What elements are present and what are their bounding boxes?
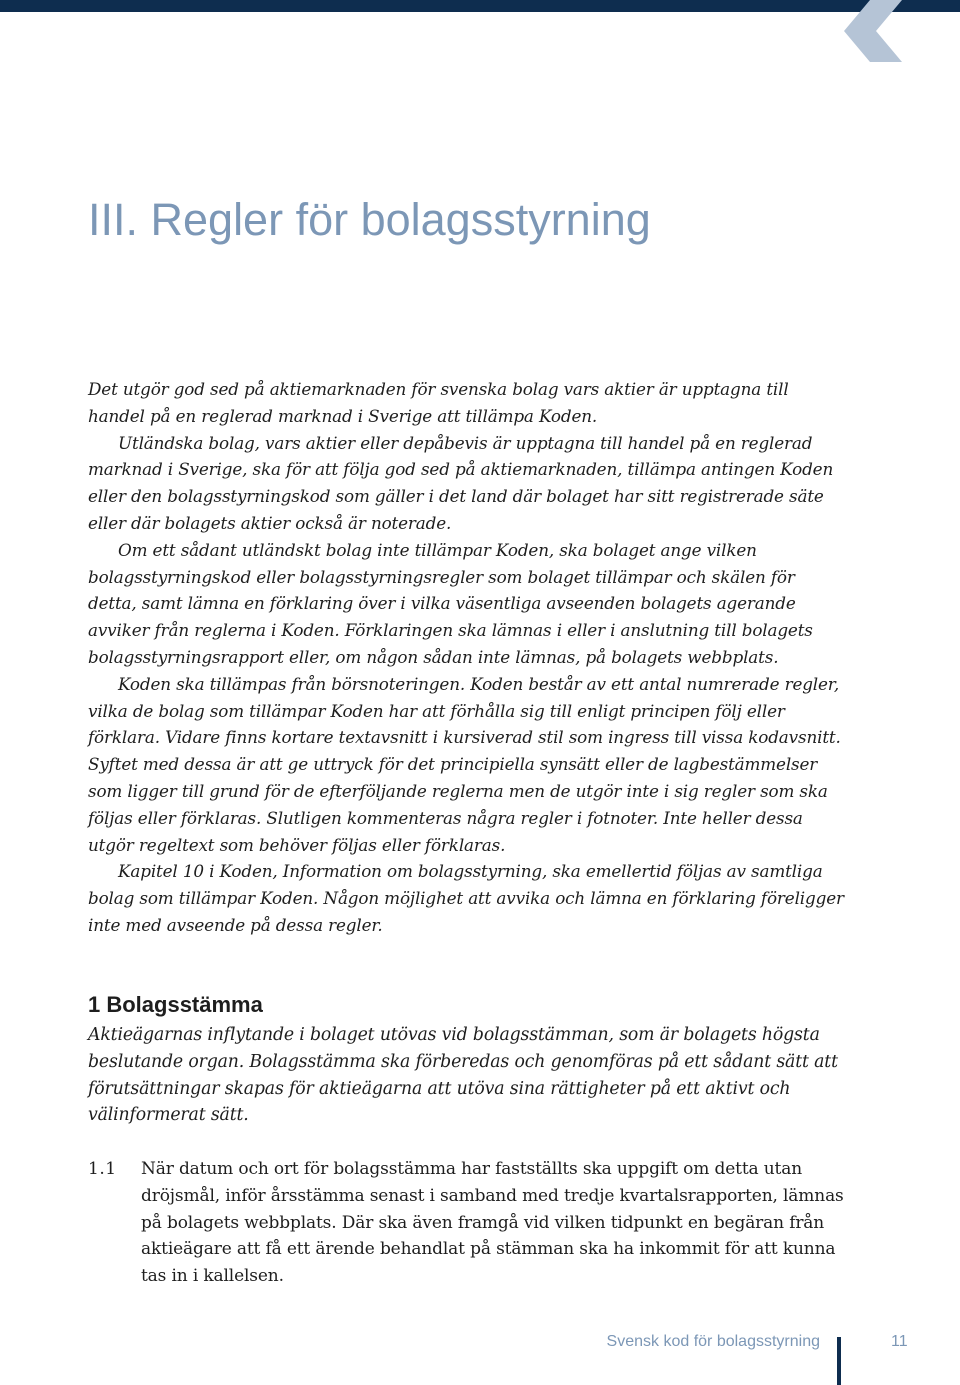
chapter-title: III. Regler för bolagsstyrning <box>88 194 651 245</box>
rule-text: När datum och ort för bolagsstämma har fastställts ska uppgift om detta utan dröjsmål, inför årsstämma senast i samband med tredje kvartalsrapporten, lämnas på bolagets webbplats. Där ska även framgå vid vilken tidpunkt en begäran från aktieägare att få ett ärende behandlat på stämman ska ha inkommit för att kunna tas in i kallelsen. <box>141 1159 844 1287</box>
intro-paragraph: Det utgör god sed på aktiemarknaden för svenska bolag vars aktier är upptagna till handel på en reglerad marknad i Sverige att tillämpa Koden. <box>88 379 789 426</box>
intro-paragraph: Utländska bolag, vars aktier eller depåbevis är upptagna till handel på en reglerad marknad i Sverige, ska för att följa god sed på aktiemarknaden, tillämpa antingen Koden eller den bolagsstyrningskod som gäller i det land där bolaget har sitt registrerade säte eller där bolagets aktier också är noterade. <box>88 432 834 533</box>
intro-paragraph: Koden ska tillämpas från börsnoteringen. Koden består av ett antal numrerade regler, vilka de bolag som tillämpar Koden har att förhålla sig till enligt principen följ eller förklara. Vidare finns kortare textavsnitt i kursiverad stil som ingress till vissa kodavsnitt. Syftet med dessa är att ge uttryck för det principiella synsätt eller de lagbestämmelser som ligger till grund för de efterföljande reglerna men de utgör inte i sig regler som ska följas eller förklaras. Slutligen kommenteras några regler i fotnoter. Inte heller dessa utgör regeltext som behöver följas eller förklaras. <box>88 673 841 855</box>
section-intro <box>88 1022 848 1129</box>
rule-number: 1.1 <box>88 1159 117 1179</box>
section-heading: 1 Bolagsstämma <box>88 992 263 1017</box>
chevron-left-icon <box>840 0 920 62</box>
intro-text <box>88 376 848 939</box>
intro-paragraph: Om ett sådant utländskt bolag inte tillämpar Koden, ska bolaget ange vilken bolagsstyrningskod eller bolagsstyrningsregler som bolaget tillämpar och skälen för detta, samt lämna en förklaring över i vilka väsentliga avseenden bolagets agerande avviker från reglerna i Koden. Förklaringen ska lämnas i eller i anslutning till bolagets bolagsstyrningsrapport eller, om någon sådan inte lämnas, på bolagets webbplats. <box>88 539 813 667</box>
intro-paragraph: Kapitel 10 i Koden, Information om bolagsstyrning, ska emellertid följas av samtliga bolag som tillämpar Koden. Någon möjlighet att avvika och lämna en förklaring föreligger inte med avseende på dessa regler. <box>88 861 844 935</box>
rule-item <box>88 1156 858 1290</box>
footer-publication-title: Svensk kod för bolagsstyrning <box>606 1333 820 1350</box>
page-number: 11 <box>891 1333 908 1350</box>
top-accent-bar <box>0 0 960 12</box>
footer-divider <box>837 1337 841 1385</box>
section-intro-paragraph: Aktieägarnas inflytande i bolaget utövas vid bolagsstämman, som är bolagets högsta beslutande organ. Bolagsstämma ska förberedas och genomföras på ett sådant sätt att förutsättningar skapas för aktieägarna att utöva sina rättigheter på ett aktivt och välinformerat sätt. <box>88 1025 838 1126</box>
